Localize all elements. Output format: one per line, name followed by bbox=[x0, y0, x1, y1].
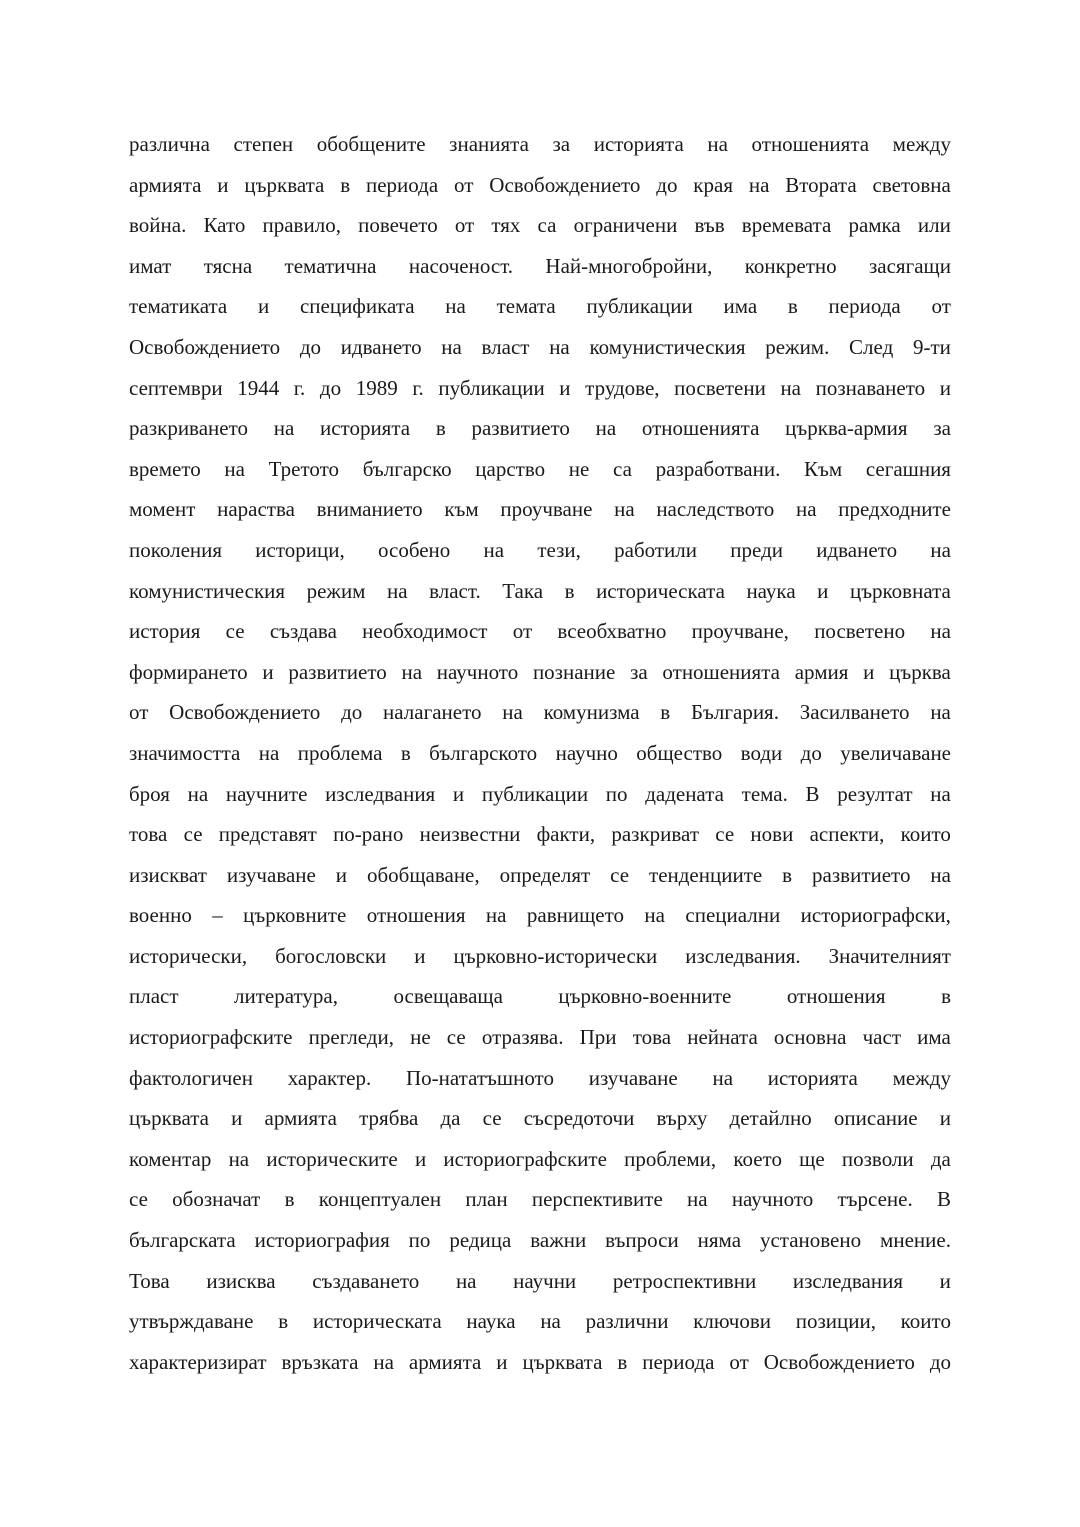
text-line: историографските прегледи, не се отразява. При това нейната основна част има bbox=[129, 1025, 951, 1050]
text-line: коментар на историческите и историографските проблеми, което ще позволи да bbox=[129, 1146, 951, 1171]
text-line: тематиката и спецификата на темата публикации има в периода от bbox=[129, 294, 951, 319]
text-line: това се представят по-рано неизвестни факти, разкриват се нови аспекти, които bbox=[129, 822, 951, 847]
text-line: фактологичен характер. По-нататъшното изучаване на историята между bbox=[129, 1065, 951, 1090]
text-line: военно – църковните отношения на равнището на специални историографски, bbox=[129, 903, 951, 928]
text-line: разкриването на историята в развитието на отношенията църква-армия за bbox=[129, 416, 951, 441]
text-line: септември 1944 г. до 1989 г. публикации и трудове, посветени на познаването и bbox=[129, 375, 951, 400]
text-line: характеризират връзката на армията и църквата в периода от Освобождението до bbox=[129, 1349, 951, 1374]
text-line: история се създава необходимост от всеобхватно проучване, посветено на bbox=[129, 619, 951, 644]
text-line: война. Като правило, повечето от тях са ограничени във времевата рамка или bbox=[129, 213, 951, 238]
text-line: броя на научните изследвания и публикации по дадената тема. В резултат на bbox=[129, 781, 951, 806]
text-line: исторически, богословски и църковно-исторически изследвания. Значителният bbox=[129, 943, 951, 968]
text-line: армията и църквата в периода от Освобождението до края на Втората световна bbox=[129, 172, 951, 197]
text-line: поколения историци, особено на тези, работили преди идването на bbox=[129, 537, 951, 562]
text-line: утвърждаване в историческата наука на различни ключови позиции, които bbox=[129, 1309, 951, 1334]
text-line: пласт литература, освещаваща църковно-военните отношения в bbox=[129, 984, 951, 1009]
text-line: времето на Третото българско царство не са разработвани. Към сегашния bbox=[129, 456, 951, 481]
text-line: изискват изучаване и обобщаване, определят се тенденциите в развитието на bbox=[129, 862, 951, 887]
text-line: Това изисква създаването на научни ретроспективни изследвания и bbox=[129, 1268, 951, 1293]
text-line: църквата и армията трябва да се съсредоточи върху детайлно описание и bbox=[129, 1106, 951, 1131]
text-line: се обозначат в концептуален план перспективите на научното търсене. В bbox=[129, 1187, 951, 1212]
text-line: формирането и развитието на научното познание за отношенията армия и църква bbox=[129, 659, 951, 684]
text-line: комунистическия режим на власт. Така в историческата наука и църковната bbox=[129, 578, 951, 603]
text-line: момент нараства вниманието към проучване на наследството на предходните bbox=[129, 497, 951, 522]
text-line: Освобождението до идването на власт на комунистическия режим. След 9-ти bbox=[129, 334, 951, 359]
text-line: българската историография по редица важни въпроси няма установено мнение. bbox=[129, 1228, 951, 1253]
text-line: различна степен обобщените знанията за историята на отношенията между bbox=[129, 132, 951, 156]
text-line: от Освобождението до налагането на комунизма в България. Засилването на bbox=[129, 700, 951, 725]
text-line: имат тясна тематична насоченост. Най-многобройни, конкретно засягащи bbox=[129, 253, 951, 278]
document-page bbox=[129, 124, 951, 1382]
text-line: значимостта на проблема в българското научно общество води до увеличаване bbox=[129, 740, 951, 765]
